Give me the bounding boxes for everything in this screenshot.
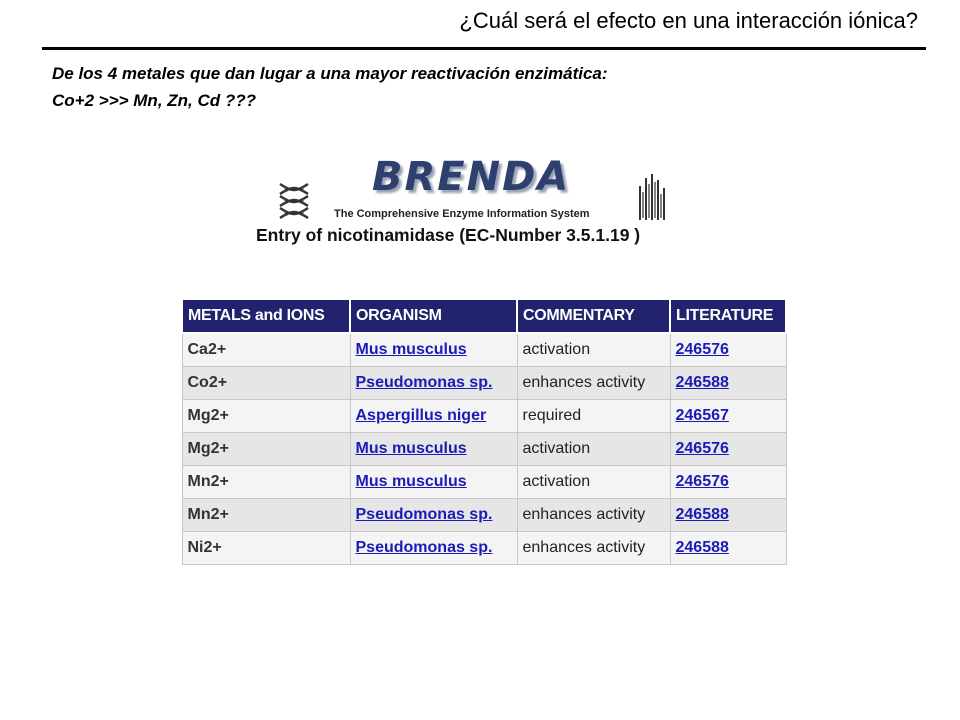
commentary-cell: enhances activity [517,532,670,565]
table-row [182,333,786,367]
organism-link[interactable]: Mus musculus [350,433,517,466]
organism-link[interactable]: Pseudomonas sp. [350,532,517,565]
header-metals-ions[interactable]: METALS and IONS [182,299,350,333]
literature-link[interactable]: 246567 [670,400,786,433]
intro-text [52,60,912,114]
literature-link[interactable]: 246576 [670,466,786,499]
header-organism[interactable]: ORGANISM [350,299,517,333]
brenda-wordmark: BRENDA [372,154,571,200]
commentary-cell: required [517,400,670,433]
commentary-cell: activation [517,466,670,499]
organism-link[interactable]: Mus musculus [350,333,517,367]
entry-title: Entry of nicotinamidase (EC-Number 3.5.1.19 ) [256,225,641,245]
metal-cell: Mn2+ [182,466,350,499]
table-row [182,400,786,433]
header-literature[interactable]: LITERATURE [670,299,786,333]
literature-link[interactable]: 246588 [670,499,786,532]
table-row [182,433,786,466]
metal-cell: Ni2+ [182,532,350,565]
organism-link[interactable]: Aspergillus niger [350,400,517,433]
commentary-cell: enhances activity [517,367,670,400]
metal-cell: Mn2+ [182,499,350,532]
brenda-header [250,150,710,250]
literature-link[interactable]: 246576 [670,433,786,466]
university-logo-icon [636,172,670,224]
brenda-subtitle: The Comprehensive Enzyme Information System [334,208,590,220]
metal-cell: Ca2+ [182,333,350,367]
metal-cell: Co2+ [182,367,350,400]
dna-helix-icon [276,182,312,222]
literature-link[interactable]: 246588 [670,367,786,400]
intro-line-1: De los 4 metales que dan lugar a una mayor reactivación enzimática: [52,64,608,83]
table-row [182,466,786,499]
intro-line-2: Co+2 >>> Mn, Zn, Cd ??? [52,91,257,110]
title-divider [42,47,926,50]
literature-link[interactable]: 246588 [670,532,786,565]
organism-link[interactable]: Pseudomonas sp. [350,367,517,400]
table-row [182,532,786,565]
commentary-cell: activation [517,333,670,367]
metals-ions-table [181,298,787,565]
organism-link[interactable]: Mus musculus [350,466,517,499]
literature-link[interactable]: 246576 [670,333,786,367]
commentary-cell: activation [517,433,670,466]
table-header-row [182,299,786,333]
header-commentary[interactable]: COMMENTARY [517,299,670,333]
table-row [182,367,786,400]
table-row [182,499,786,532]
slide-title: ¿Cuál será el efecto en una interacción iónica? [459,8,918,33]
commentary-cell: enhances activity [517,499,670,532]
metal-cell: Mg2+ [182,400,350,433]
metal-cell: Mg2+ [182,433,350,466]
organism-link[interactable]: Pseudomonas sp. [350,499,517,532]
